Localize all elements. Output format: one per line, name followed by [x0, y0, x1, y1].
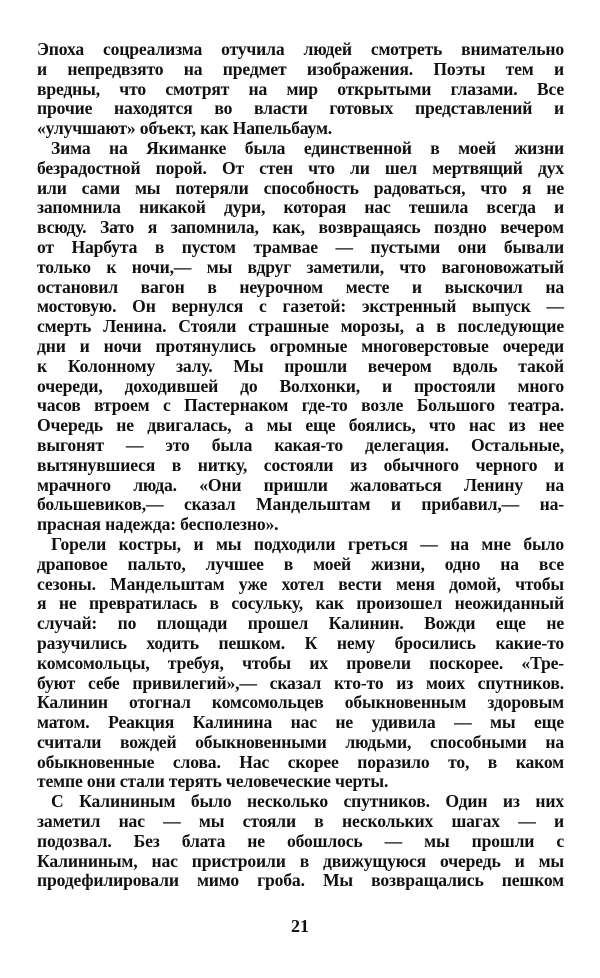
body-text — [37, 40, 564, 891]
text-line: сезоны. Мандельштам уже хотел вести меня домой, чтобы — [37, 573, 564, 594]
text-line: заметил нас — мы стояли в нескольких шагах — и — [37, 811, 564, 832]
text-line: прочие находятся во власти готовых представлений и — [37, 98, 564, 119]
text-line: только к ночи,— мы вдруг заметили, что вагоновожатый — [37, 256, 564, 277]
text-line: смерть Ленина. Стояли страшные морозы, а в последующие — [37, 316, 564, 337]
text-line: обыкновенные слова. Нас скорее поразило то, в каком — [37, 751, 564, 772]
text-line: и непредвзято на предмет изображения. Поэты тем и — [37, 58, 564, 79]
text-line: разучились ходить пешком. К нему бросились какие-то — [37, 632, 564, 653]
text-line: большевиков,— сказал Мандельштам и прибавил,— на- — [37, 494, 564, 515]
text-line: запомнила никакой дури, которая нас тешила всегда и — [37, 197, 564, 218]
text-line: С Калининым было несколько спутников. Один из них — [51, 791, 564, 812]
text-line: комсомольцы, требуя, чтобы их провели поскорее. «Тре- — [37, 652, 564, 673]
text-line: Горели костры, и мы подходили греться — на мне было — [51, 533, 564, 554]
text-line: всюду. Зато я запомнила, как, возвращаясь поздно вечером — [37, 217, 564, 238]
text-line: буют себе привилегий»,— сказал кто-то из моих спутников. — [37, 672, 564, 693]
text-line: случай: по площади прошел Калинин. Вожди еще не — [37, 613, 564, 634]
text-line: часов втроем с Пастернаком где-то возле Большого театра. — [37, 395, 564, 416]
text-line: от Нарбута в пустом трамвае — пустыми они бывали — [37, 236, 564, 257]
text-line: мостовую. Он вернулся с газетой: экстренный выпуск — — [37, 296, 564, 317]
text-line: вытянувшиеся в нитку, состояли из обычного черного и — [37, 454, 564, 475]
text-line: Калининым, нас пристроили в движущуюся очередь и мы — [37, 850, 564, 871]
text-line: мрачного люда. «Они пришли жаловаться Ленину на — [37, 474, 564, 495]
text-line: драповое пальто, лучшее в моей жизни, одно на все — [37, 553, 564, 574]
text-line: дни и ночи протянулись огромные многоверстовые очереди — [37, 335, 564, 356]
text-line: продефилировали мимо гроба. Мы возвращались пешком — [37, 870, 564, 891]
text-line: остановил вагон в неурочном месте и выскочил на — [37, 276, 564, 297]
text-line: Калинин отогнал комсомольцев обыкновенным здоровым — [37, 692, 564, 713]
paragraph — [37, 792, 564, 891]
text-line: Эпоха соцреализма отучила людей смотреть внимательно — [37, 39, 564, 59]
text-line: «улучшают» объект, как Напельбаум. — [37, 118, 333, 139]
text-line: подозвал. Без блата не обошлось — мы прошли с — [37, 830, 564, 851]
text-line: Зима на Якиманке была единственной в моей жизни — [51, 137, 564, 158]
page-number: 21 — [291, 916, 309, 936]
text-line: или сами мы потеряли способность радоваться, что я не — [37, 177, 564, 198]
text-line: темпе они стали терять человеческие черты. — [37, 771, 389, 792]
paragraph — [37, 535, 564, 792]
text-line: безрадостной порой. От стен что ли шел мертвящий дух — [37, 157, 564, 178]
text-line: выгонят — это была какая-то делегация. Остальные, — [37, 434, 564, 455]
text-line: вредны, что смотрят на мир открытыми глазами. Все — [37, 78, 564, 99]
paragraph — [37, 40, 564, 139]
paragraph — [37, 139, 564, 535]
text-line: к Колонному залу. Мы прошли вечером вдоль такой — [37, 355, 564, 376]
text-line: считали вождей обыкновенными людьми, способными на — [37, 731, 564, 752]
text-line: Очередь не двигалась, а мы еще боялись, что нас из нее — [37, 415, 564, 436]
text-line: прасная надежда: бесполезно». — [37, 514, 279, 535]
text-line: я не превратилась в сосульку, как произошел неожиданный — [37, 593, 564, 614]
text-line: матом. Реакция Калинина нас не удивила — мы еще — [37, 712, 564, 733]
text-line: очереди, доходившей до Волхонки, и простояли много — [37, 375, 564, 396]
